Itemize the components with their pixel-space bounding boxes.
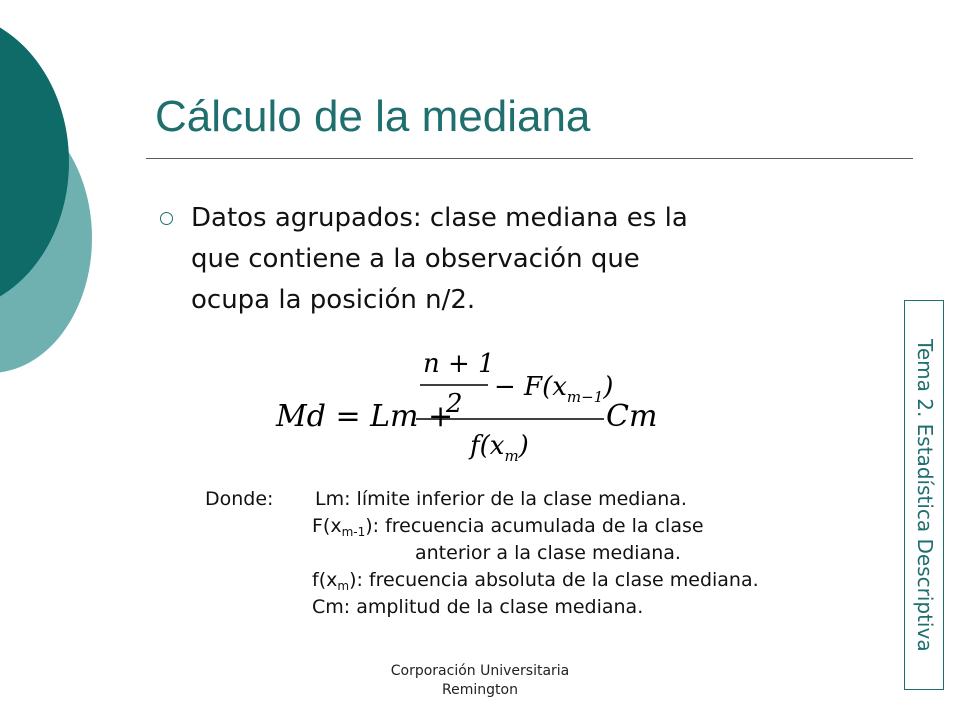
formula-denominator-close: ) [518, 431, 529, 461]
definition-F-continued [205, 540, 681, 567]
formula-minus-close: ) [603, 372, 614, 402]
slide-title: Cálculo de la mediana [155, 92, 591, 141]
bullet-line-1: Datos agrupados: clase mediana es la [191, 203, 688, 233]
definition-cm [205, 594, 644, 621]
formula-denominator-sub: m [504, 447, 519, 465]
formula-denominator [468, 431, 529, 465]
formula-minus-term-text: − F(x [494, 372, 567, 402]
bullet-line-2: que contiene a la observación que [191, 244, 640, 274]
definition-f-prefix: f(x [312, 569, 338, 591]
decorative-circles [0, 0, 120, 400]
formula-denominator-text: f(x [470, 431, 505, 461]
definition-F [205, 513, 704, 540]
definition-f-rest: ): frecuencia absoluta de la clase mediana. [349, 569, 759, 591]
definition-F-cont-text: anterior a la clase mediana. [415, 542, 681, 564]
definition-cm-text: Cm: amplitud de la clase mediana. [312, 596, 644, 618]
definition-f-sub: m [337, 579, 350, 593]
formula-definitions [205, 486, 759, 621]
bullet-line-3: ocupa la posición n/2. [191, 285, 476, 315]
definition-f [205, 567, 759, 594]
footer-line-1: Corporación Universitaria [390, 663, 570, 679]
formula-minus-sub: m−1 [566, 388, 604, 406]
median-formula [270, 340, 670, 465]
definition-lm [205, 486, 687, 513]
footer-line-2: Remington [442, 682, 518, 698]
bullet-circle-icon [160, 212, 173, 225]
formula-minus-term [494, 372, 613, 406]
formula-inner-denominator: 2 [446, 389, 463, 419]
side-label: Tema 2. Estadística Descriptiva [913, 338, 937, 652]
formula-inner-numerator: n + 1 [423, 349, 495, 379]
formula-lhs: Md = Lm + [276, 399, 454, 434]
definition-F-sub: m-1 [341, 525, 366, 539]
footer [370, 662, 590, 700]
formula-multiplier: Cm [606, 399, 658, 434]
definition-F-rest: ): frecuencia acumulada de la clase [365, 515, 704, 537]
definition-lm-text: Lm: límite inferior de la clase mediana. [315, 488, 687, 510]
bullet-text [191, 198, 851, 321]
definition-F-prefix: F(x [312, 515, 342, 537]
definitions-lead: Donde: [205, 488, 274, 510]
title-divider [146, 158, 913, 159]
